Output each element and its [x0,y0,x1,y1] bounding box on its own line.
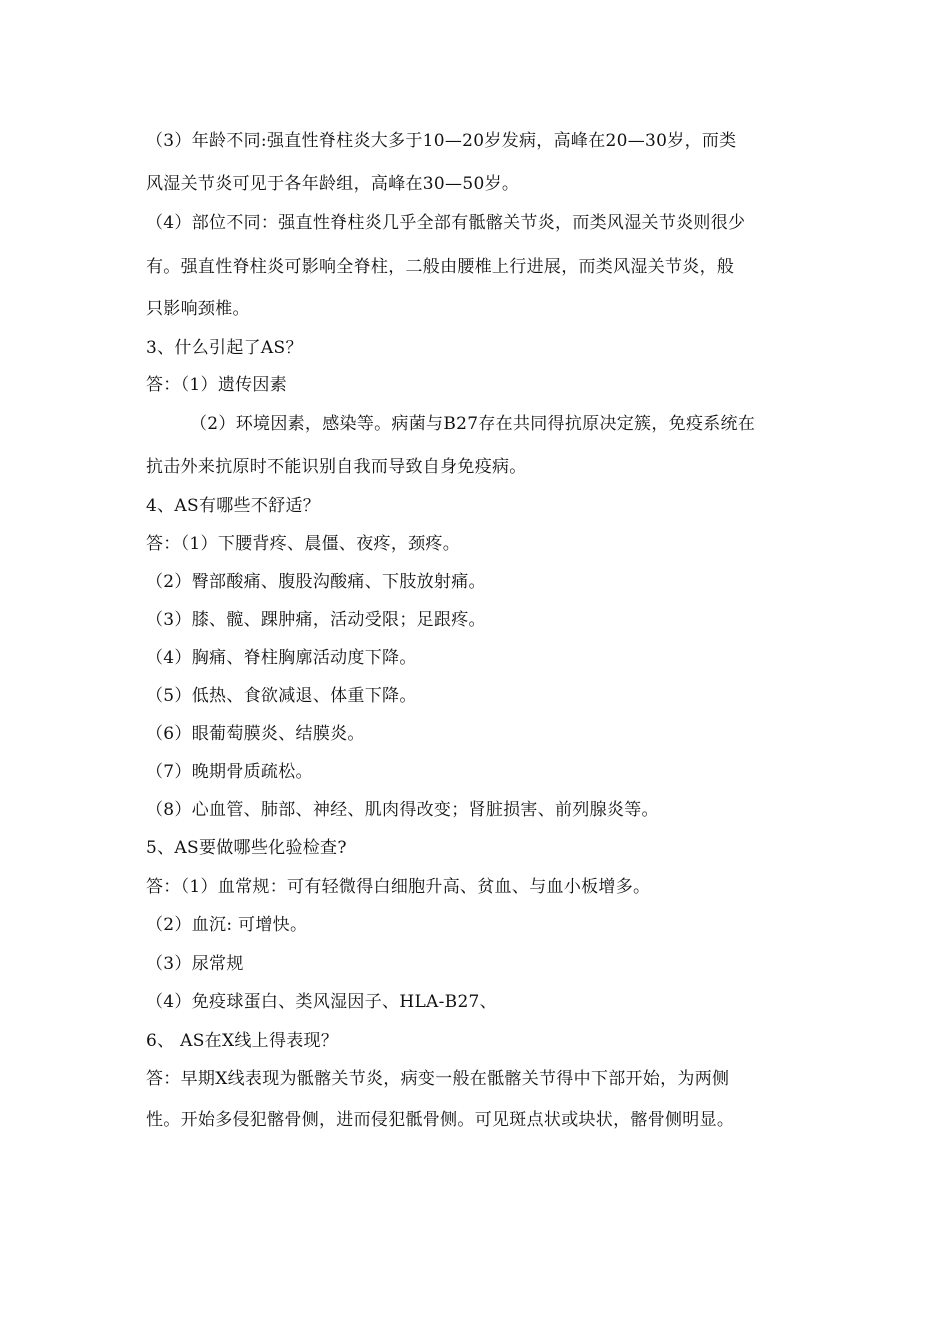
text-line: 答：早期X线表现为骶髂关节炎，病变一般在骶髂关节得中下部开始，为两侧 [146,1069,730,1089]
text-line: （3）膝、髋、踝肿痛，活动受限；足跟疼。 [146,610,486,630]
text-line: （2）环境因素，感染等。病菌与B27存在共同得抗原决定簇，免疫系统在 [190,414,756,434]
text-line: （3）年龄不同:强直性脊柱炎大多于10—20岁发病，高峰在20—30岁，而类 [146,131,737,151]
section-heading: 4、AS有哪些不舒适？ [146,496,321,516]
section-heading: 6、 AS在X线上得表现？ [146,1031,339,1051]
text-line: 答：（1）下腰背疼、晨僵、夜疼，颈疼。 [146,534,461,554]
section-heading: 5、AS要做哪些化验检查? [146,838,347,858]
text-line: 答：（1）遗传因素 [146,375,288,395]
text-line: （8）心血管、肺部、神经、肌肉得改变；肾脏损害、前列腺炎等。 [146,800,659,820]
section-heading: 3、什么引起了AS？ [146,338,303,358]
text-line: （2）血沉: 可增快。 [146,915,308,935]
text-line: （3）尿常规 [146,954,244,974]
text-line: （7）晚期骨质疏松。 [146,762,313,782]
text-line: 抗击外来抗原时不能识别自我而导致自身免疫病。 [146,457,527,477]
text-line: （5）低热、食欲减退、体重下降。 [146,686,417,706]
text-line: （4）免疫球蛋白、类风湿因子、HLA-B27、 [146,992,497,1012]
text-line: 只影响颈椎。 [146,299,250,319]
text-line: 答：（1）血常规：可有轻微得白细胞升高、贫血、与血小板增多。 [146,877,651,897]
text-line: （6）眼葡萄膜炎、结膜炎。 [146,724,365,744]
text-line: （4）胸痛、脊柱胸廓活动度下降。 [146,648,417,668]
text-line: （2）臀部酸痛、腹股沟酸痛、下肢放射痛。 [146,572,486,592]
text-line: 风湿关节炎可见于各年龄组，高峰在30—50岁。 [146,174,520,194]
text-line: 有。强直性脊柱炎可影响全脊柱，二般由腰椎上行进展，而类风湿关节炎，般 [146,257,735,277]
text-line: （4）部位不同：强直性脊柱炎几乎全部有骶髂关节炎，而类风湿关节炎则很少 [146,213,746,233]
text-line: 性。开始多侵犯髂骨侧，进而侵犯骶骨侧。可见斑点状或块状，髂骨侧明显。 [146,1110,735,1130]
